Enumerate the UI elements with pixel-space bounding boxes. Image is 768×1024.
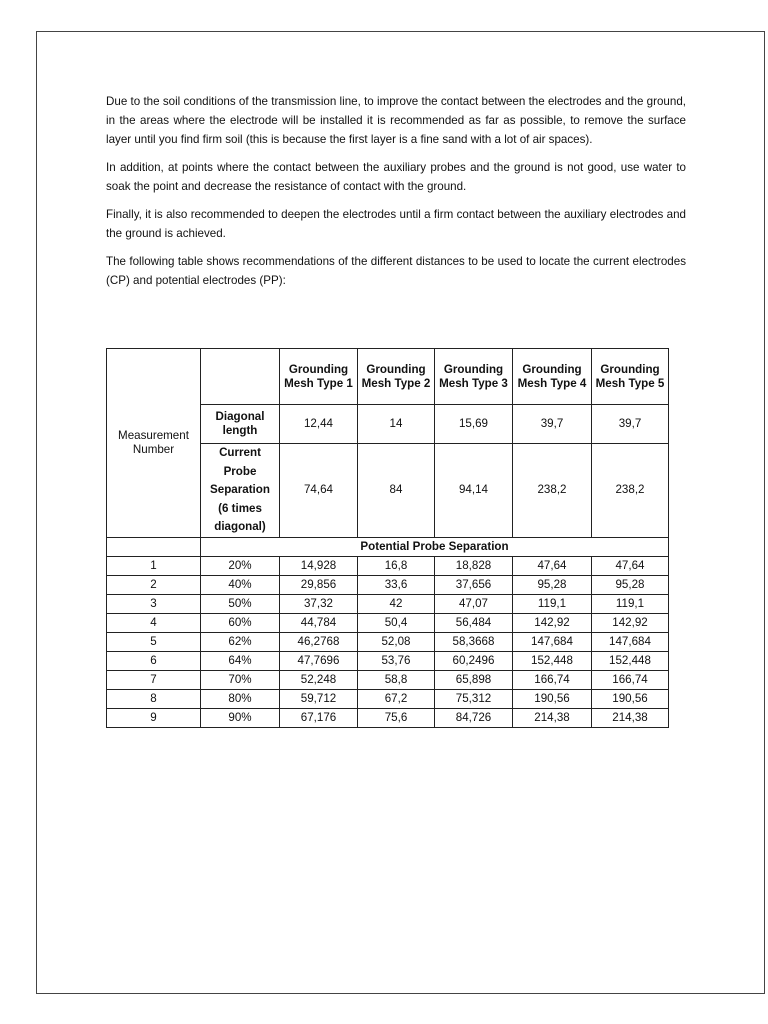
diagonal-value-1: 12,44 (280, 405, 358, 444)
mesh-type-1-header: Grounding Mesh Type 1 (280, 349, 358, 405)
row-percent: 80% (201, 689, 280, 708)
row-value: 52,08 (358, 632, 435, 651)
row-value: 50,4 (358, 613, 435, 632)
current-value-1: 74,64 (280, 444, 358, 538)
row-value: 166,74 (513, 670, 592, 689)
row-value: 95,28 (513, 575, 592, 594)
row-percent: 60% (201, 613, 280, 632)
row-value: 214,38 (513, 708, 592, 727)
row-value: 214,38 (592, 708, 669, 727)
row-value: 42 (358, 594, 435, 613)
measurement-number-header: Measurement Number (107, 349, 201, 538)
row-value: 142,92 (592, 613, 669, 632)
empty-pps-left (107, 537, 201, 556)
mesh-type-5-header: Grounding Mesh Type 5 (592, 349, 669, 405)
row-value: 67,176 (280, 708, 358, 727)
row-value: 84,726 (435, 708, 513, 727)
row-value: 58,8 (358, 670, 435, 689)
row-value: 37,32 (280, 594, 358, 613)
row-value: 190,56 (513, 689, 592, 708)
table-row (107, 651, 669, 670)
row-value: 44,784 (280, 613, 358, 632)
row-percent: 50% (201, 594, 280, 613)
row-value: 142,92 (513, 613, 592, 632)
row-percent: 40% (201, 575, 280, 594)
row-percent: 64% (201, 651, 280, 670)
diagonal-value-5: 39,7 (592, 405, 669, 444)
table-row (107, 594, 669, 613)
row-value: 147,684 (592, 632, 669, 651)
row-value: 47,07 (435, 594, 513, 613)
row-number: 9 (107, 708, 201, 727)
row-number: 6 (107, 651, 201, 670)
empty-header-cell (201, 349, 280, 405)
diagonal-value-4: 39,7 (513, 405, 592, 444)
row-value: 14,928 (280, 556, 358, 575)
row-number: 5 (107, 632, 201, 651)
row-value: 18,828 (435, 556, 513, 575)
paragraph-auxiliary-probes: In addition, at points where the contact between the auxiliary probes and the ground is not good, use water to soak the point and decrease the resistance of contact with the ground. (106, 161, 686, 193)
row-value: 67,2 (358, 689, 435, 708)
table-row (107, 670, 669, 689)
mesh-type-4-header: Grounding Mesh Type 4 (513, 349, 592, 405)
table-row (107, 708, 669, 727)
row-value: 166,74 (592, 670, 669, 689)
row-value: 56,484 (435, 613, 513, 632)
diagonal-value-3: 15,69 (435, 405, 513, 444)
table-row (107, 613, 669, 632)
row-percent: 70% (201, 670, 280, 689)
current-probe-label: Current Probe Separation (6 times diagonal) (201, 444, 280, 538)
row-value: 119,1 (513, 594, 592, 613)
diagonal-length-label: Diagonal length (201, 405, 280, 444)
table-row (107, 632, 669, 651)
table-row (107, 556, 669, 575)
row-value: 147,684 (513, 632, 592, 651)
row-value: 37,656 (435, 575, 513, 594)
row-value: 152,448 (513, 651, 592, 670)
mesh-type-2-header: Grounding Mesh Type 2 (358, 349, 435, 405)
row-percent: 20% (201, 556, 280, 575)
row-value: 59,712 (280, 689, 358, 708)
potential-probe-separation-header: Potential Probe Separation (201, 537, 669, 556)
row-value: 75,6 (358, 708, 435, 727)
diagonal-value-2: 14 (358, 405, 435, 444)
paragraph-deepen-electrodes: Finally, it is also recommended to deepen the electrodes until a firm contact between the auxiliary electrodes and the ground is achieved. (106, 208, 686, 240)
row-value: 75,312 (435, 689, 513, 708)
row-percent: 90% (201, 708, 280, 727)
row-number: 4 (107, 613, 201, 632)
body-text (106, 92, 686, 299)
row-number: 1 (107, 556, 201, 575)
row-value: 65,898 (435, 670, 513, 689)
current-value-2: 84 (358, 444, 435, 538)
row-number: 7 (107, 670, 201, 689)
row-number: 8 (107, 689, 201, 708)
row-value: 47,7696 (280, 651, 358, 670)
row-value: 29,856 (280, 575, 358, 594)
current-value-3: 94,14 (435, 444, 513, 538)
row-value: 119,1 (592, 594, 669, 613)
row-value: 190,56 (592, 689, 669, 708)
row-value: 58,3668 (435, 632, 513, 651)
row-value: 47,64 (513, 556, 592, 575)
row-number: 3 (107, 594, 201, 613)
mesh-type-3-header: Grounding Mesh Type 3 (435, 349, 513, 405)
row-value: 152,448 (592, 651, 669, 670)
table-row (107, 689, 669, 708)
row-value: 60,2496 (435, 651, 513, 670)
row-value: 46,2768 (280, 632, 358, 651)
table-row (107, 575, 669, 594)
paragraph-table-intro: The following table shows recommendations of the different distances to be used to locate the current electrodes (CP) and potential electrodes (PP): (106, 255, 686, 287)
row-value: 52,248 (280, 670, 358, 689)
current-value-5: 238,2 (592, 444, 669, 538)
probe-distance-table (106, 348, 669, 728)
row-value: 16,8 (358, 556, 435, 575)
row-value: 47,64 (592, 556, 669, 575)
row-value: 95,28 (592, 575, 669, 594)
row-value: 33,6 (358, 575, 435, 594)
row-number: 2 (107, 575, 201, 594)
paragraph-soil-conditions: Due to the soil conditions of the transmission line, to improve the contact between the electrodes and the ground, in the areas where the electrode will be installed it is recommended as far as possible, to remove the surface layer until you find firm soil (this is because the first layer is a fine sand with a lot of air spaces). (106, 95, 686, 146)
row-percent: 62% (201, 632, 280, 651)
current-value-4: 238,2 (513, 444, 592, 538)
row-value: 53,76 (358, 651, 435, 670)
